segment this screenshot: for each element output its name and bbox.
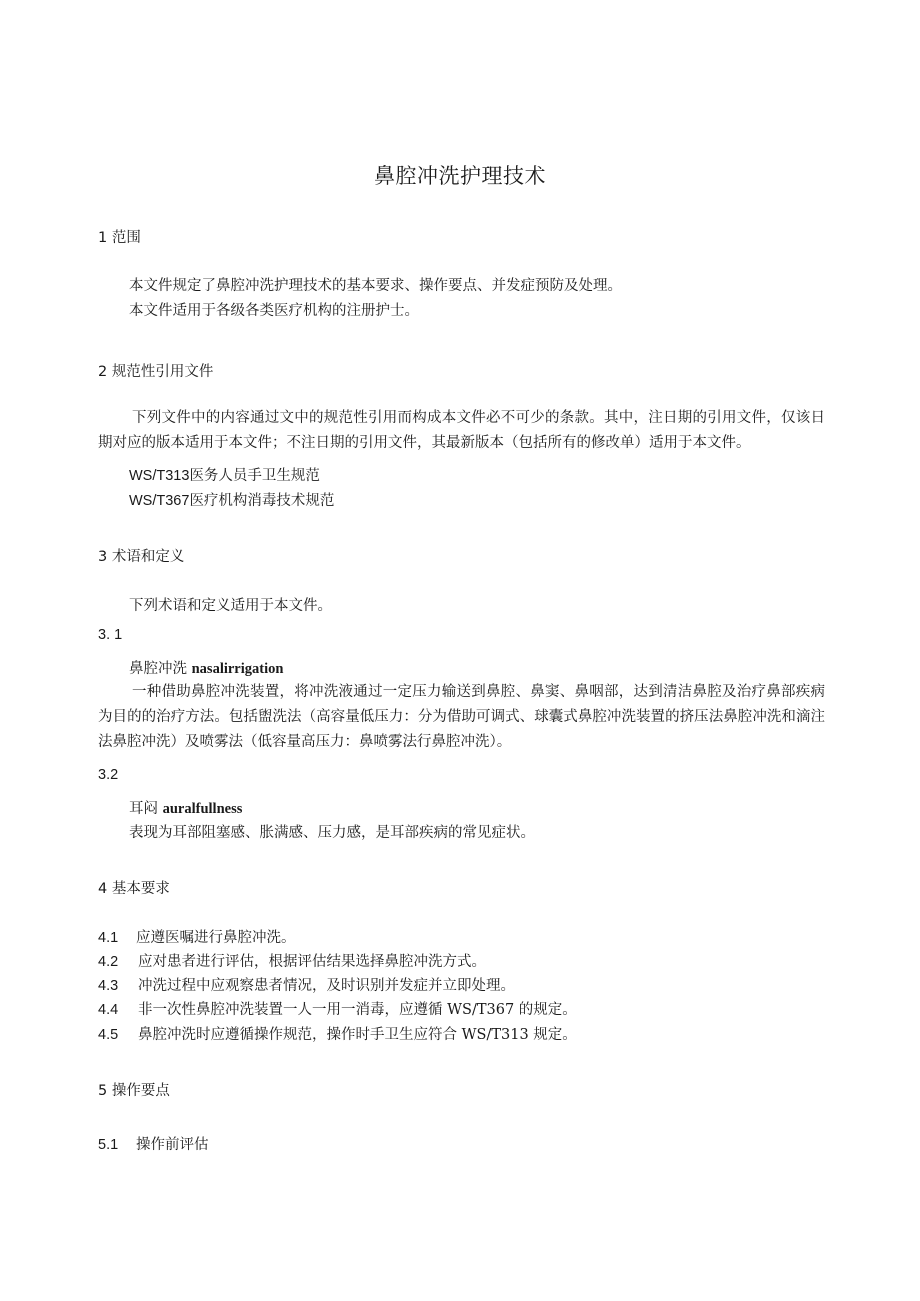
list-item-number: 4.2 xyxy=(98,954,119,970)
list-item-number: 4.4 xyxy=(98,1002,119,1018)
term-2-number: 3.2 xyxy=(98,767,119,783)
subsection-title: 操作前评估 xyxy=(136,1137,209,1153)
section-3-heading: 3 术语和定义 xyxy=(98,549,185,565)
list-item xyxy=(98,974,515,995)
term-1-heading xyxy=(129,657,283,678)
term-2-name: 耳闷 xyxy=(129,801,158,817)
list-item-text: 应对患者进行评估，根据评估结果选择鼻腔冲洗方式。 xyxy=(138,954,486,970)
reference-2 xyxy=(129,489,334,510)
list-item xyxy=(98,926,296,947)
term-1-number: 3. 1 xyxy=(98,627,123,643)
reference-2-title: 医疗机构消毒技术规范 xyxy=(189,493,335,509)
term-1-name: 鼻腔冲洗 xyxy=(129,661,187,677)
section-2-paragraph: 下列文件中的内容通过文中的规范性引用而构成本文件必不可少的条款。其中，注日期的引用文件，仅该日期对应的版本适用于本文件；不注日期的引用文件，其最新版本（包括所有的修改单）适用于本文件。 xyxy=(98,410,825,451)
list-item-number: 4.5 xyxy=(98,1027,119,1043)
list-item-number: 4.3 xyxy=(98,978,119,994)
term-1-english: nasalirrigation xyxy=(191,661,284,677)
term-1-definition: 一种借助鼻腔冲洗装置，将冲洗液通过一定压力输送到鼻腔、鼻窦、鼻咽部，达到清洁鼻腔及治疗鼻部疾病为目的的治疗方法。包括盥洗法（高容量低压力：分为借助可调式、球囊式鼻腔冲洗装置的挤压法鼻腔冲洗和滴注法鼻腔冲洗）及喷雾法（低容量高压力：鼻喷雾法行鼻腔冲洗）。 xyxy=(98,684,825,750)
section-3-intro: 下列术语和定义适用于本文件。 xyxy=(129,598,332,614)
list-item-text: 非一次性鼻腔冲洗装置一人一用一消毒，应遵循 WS/T367 的规定。 xyxy=(138,1002,577,1018)
reference-1 xyxy=(129,464,320,485)
section-2-heading: 2 规范性引用文件 xyxy=(98,364,214,380)
term-2-english: auralfullness xyxy=(162,801,243,817)
section-1-paragraph-2: 本文件适用于各级各类医疗机构的注册护士。 xyxy=(129,303,419,319)
subsection-5-1 xyxy=(98,1133,209,1154)
reference-1-title: 医务人员手卫生规范 xyxy=(189,468,320,484)
term-2-heading xyxy=(129,797,242,818)
section-5-heading: 5 操作要点 xyxy=(98,1083,170,1099)
section-1-heading: 1 范围 xyxy=(98,230,141,246)
list-item-number: 4.1 xyxy=(98,930,119,946)
page-title: 鼻腔冲洗护理技术 xyxy=(374,164,546,188)
term-2-definition: 表现为耳部阻塞感、胀满感、压力感，是耳部疾病的常见症状。 xyxy=(129,825,535,841)
list-item-text: 冲洗过程中应观察患者情况，及时识别并发症并立即处理。 xyxy=(138,978,515,994)
list-item xyxy=(98,950,486,971)
list-item xyxy=(98,998,577,1019)
list-item-text: 应遵医嘱进行鼻腔冲洗。 xyxy=(136,930,296,946)
section-4-heading: 4 基本要求 xyxy=(98,881,170,897)
list-item xyxy=(98,1023,577,1044)
section-1-paragraph-1: 本文件规定了鼻腔冲洗护理技术的基本要求、操作要点、并发症预防及处理。 xyxy=(129,278,622,294)
subsection-number: 5.1 xyxy=(98,1137,119,1153)
reference-1-code: WS/T313 xyxy=(129,468,190,484)
list-item-text: 鼻腔冲洗时应遵循操作规范，操作时手卫生应符合 WS/T313 规定。 xyxy=(138,1027,577,1043)
reference-2-code: WS/T367 xyxy=(129,493,190,509)
